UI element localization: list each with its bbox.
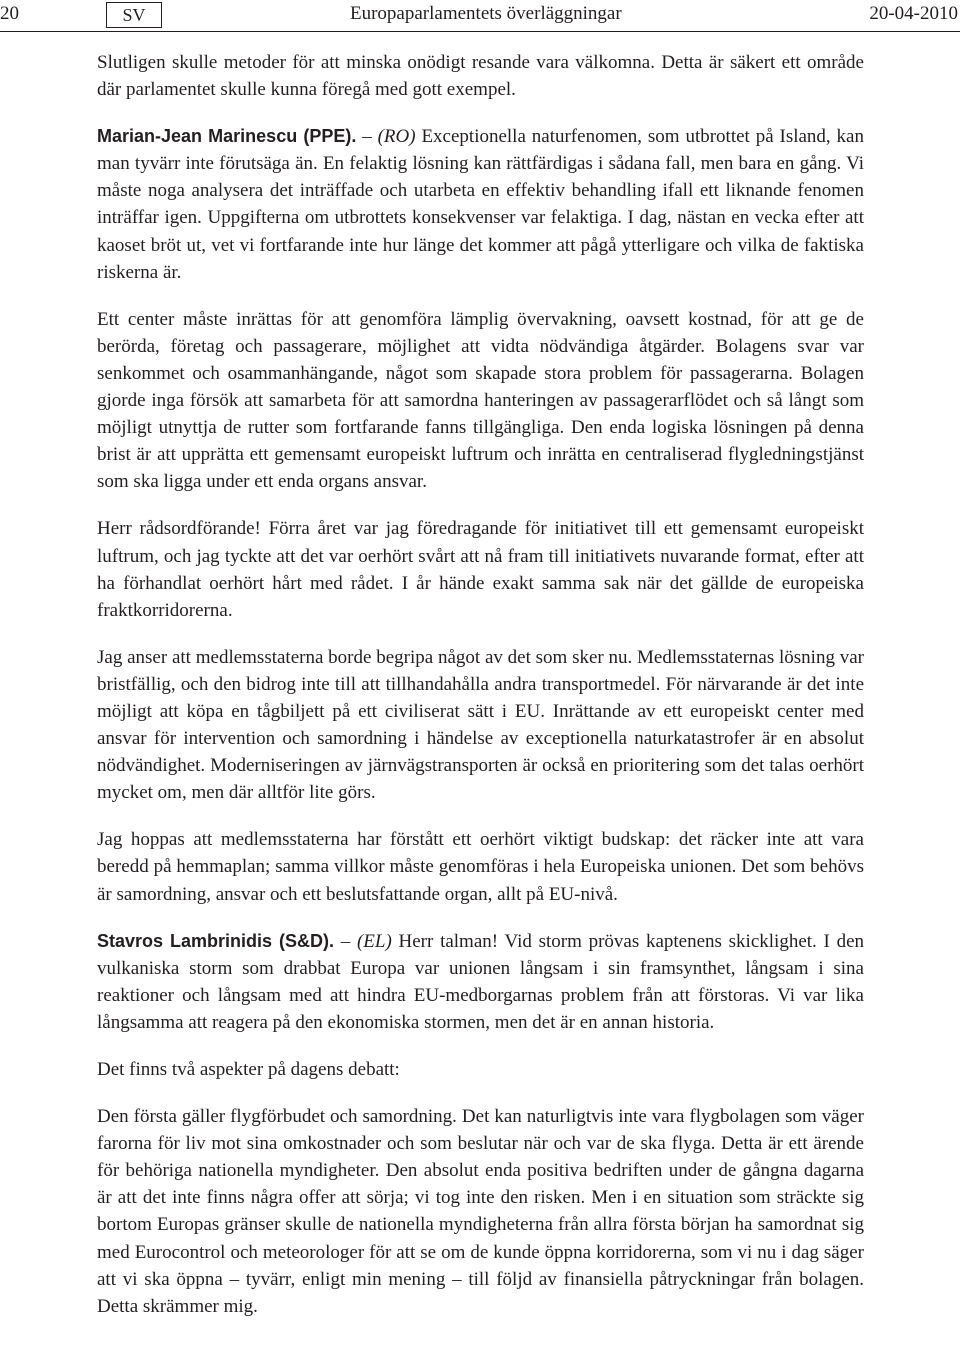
language-tag: (RO)	[377, 126, 416, 148]
header-rule	[0, 31, 960, 32]
session-date: 20-04-2010	[869, 3, 958, 24]
speaker-name: Stavros Lambrinidis (S&D).	[97, 930, 334, 951]
language-tag: (EL)	[356, 930, 392, 952]
language-code-box: SV	[106, 2, 162, 28]
paragraph-closing-remarks: Slutligen skulle metoder för att minska onödigt resande vara välkomna. Detta är säkert ett område där parlamentet skulle kunna föregå med gott exempel.	[97, 52, 864, 101]
document-body	[97, 49, 864, 1340]
speech-dash: –	[356, 126, 378, 148]
speaker-name: Marian-Jean Marinescu (PPE).	[97, 126, 357, 147]
paragraph: Herr rådsordförande! Förra året var jag föredragande för initiativet till ett gemensamt europeiskt luftrum, och jag tyckte att det var oerhört svårt att nå fram till initiativets nuvarande format, efter att ha förhandlat oerhört hårt med rådet. I år hände exakt samma sak när det gällde de europeiska fraktkorridorerna.	[97, 518, 864, 621]
paragraph: Jag hoppas att medlemsstaterna har förstått ett oerhört viktigt budskap: det räcker inte att vara beredd på hemmaplan; samma villkor måste genomföras i hela Europeiska unionen. Det som behövs är samordning, ansvar och ett beslutsfattande organ, allt på EU-nivå.	[97, 829, 864, 905]
paragraph: Den första gäller flygförbudet och samordning. Det kan naturligtvis inte vara flygbolagen som väger farorna för liv mot sina omkostnader och som beslutar när och var de ska flyga. Detta är ett ärende för behöriga nationella myndigheter. Den absolut enda positiva bedriften under de gångna dagarna är att det inte finns några offer att sörja; vi tog inte den risken. Men i en situation som sträckte sig bortom Europas gränser skulle de nationella myndigheterna från allra första början ha samordnat sig med Eurocontrol och meteorologer för att se om de kunde öppna korridorerna, som vi nu i dag säger att vi ska öppna – tyvärr, enligt min mening – till följd av finansiella påtryckningar från bolagen. Detta skrämmer mig.	[97, 1106, 864, 1317]
publication-title: Europaparlamentets överläggningar	[350, 3, 622, 24]
speech-lambrinidis	[97, 928, 864, 1036]
page-number: 20	[0, 3, 19, 24]
speech-text: Exceptionella naturfenomen, som utbrottet på Island, kan man tyvärr inte förutsäga än. En felaktig lösning kan rättfärdigas i sådana fall, men bara en gång. Vi måste noga analysera det inträffade och utarbeta en effektiv behandling ifall ett liknande fenomen inträffar igen. Uppgifterna om utbrottets konsekvenser var felaktiga. I dag, nästan en vecka efter att kaoset bröt ut, vet vi fortfarande inte hur länge det kommer att pågå ytterligare och vilka de faktiska riskerna är.	[97, 126, 864, 283]
speech-marinescu	[97, 123, 864, 286]
paragraph: Jag anser att medlemsstaterna borde begripa något av det som sker nu. Medlemsstaternas lösning var bristfällig, och den bidrog inte till att tillhandahålla andra transportmedel. För närvarande är det inte möjligt att köpa en tågbiljett på ett civiliserat sätt i EU. Inrättande av ett europeiskt center med ansvar för intervention och samordning i händelse av exceptionella naturkatastrofer är en absolut nödvändighet. Moderniseringen av järnvägstransporten är också en prioritering som det talas oerhört mycket om, men där alltför lite görs.	[97, 646, 864, 804]
speech-text: Herr talman! Vid storm prövas kaptenens skicklighet. I den vulkaniska storm som drabbat Europa var unionen långsam i sin framsynthet, långsam i sina reaktioner och långsam med att hindra EU-medborgarnas problem från att förstoras. Vi var lika långsamma att reagera på den ekonomiska stormen, men det är en annan historia.	[97, 930, 865, 1033]
paragraph: Det finns två aspekter på dagens debatt:	[97, 1059, 400, 1080]
speech-dash: –	[334, 930, 357, 952]
page-header	[0, 0, 960, 32]
paragraph: Ett center måste inrättas för att genomföra lämplig övervakning, oavsett kostnad, för att ge de berörda, företag och passagerare, möjlighet att vidta nödvändiga åtgärder. Bolagens svar var senkommet och osammanhängande, något som skapade stora problem för passagerarna. Bolagen gjorde inga försök att samarbeta för att samordna hanteringen av passagerarflödet och så långt som möjligt utnyttja de rutter som fortfarande fanns tillgängliga. Den enda logiska lösningen på denna brist är att upprätta ett gemensamt europeiskt luftrum och inrätta en centraliserad flygledningstjänst som ska ligga under ett enda organs ansvar.	[97, 308, 864, 493]
